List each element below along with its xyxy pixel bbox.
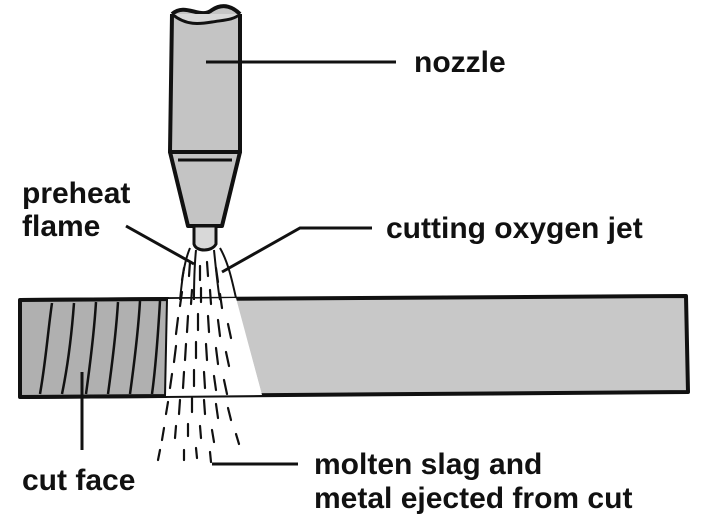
cut-face-label: cut face <box>22 464 136 497</box>
steel-plate <box>236 296 688 395</box>
preheat-label-line1: preheat <box>22 177 131 210</box>
slag-label-line1: molten slag and <box>314 448 543 481</box>
preheat-leader <box>126 226 194 264</box>
nozzle <box>170 6 240 250</box>
oxygen-jet-label: cutting oxygen jet <box>386 212 643 245</box>
oxygen-jet-leader <box>222 228 372 272</box>
slag-label-line2: metal ejected from cut <box>314 482 633 515</box>
nozzle-label: nozzle <box>414 46 506 79</box>
preheat-label-line2: flame <box>22 210 101 243</box>
